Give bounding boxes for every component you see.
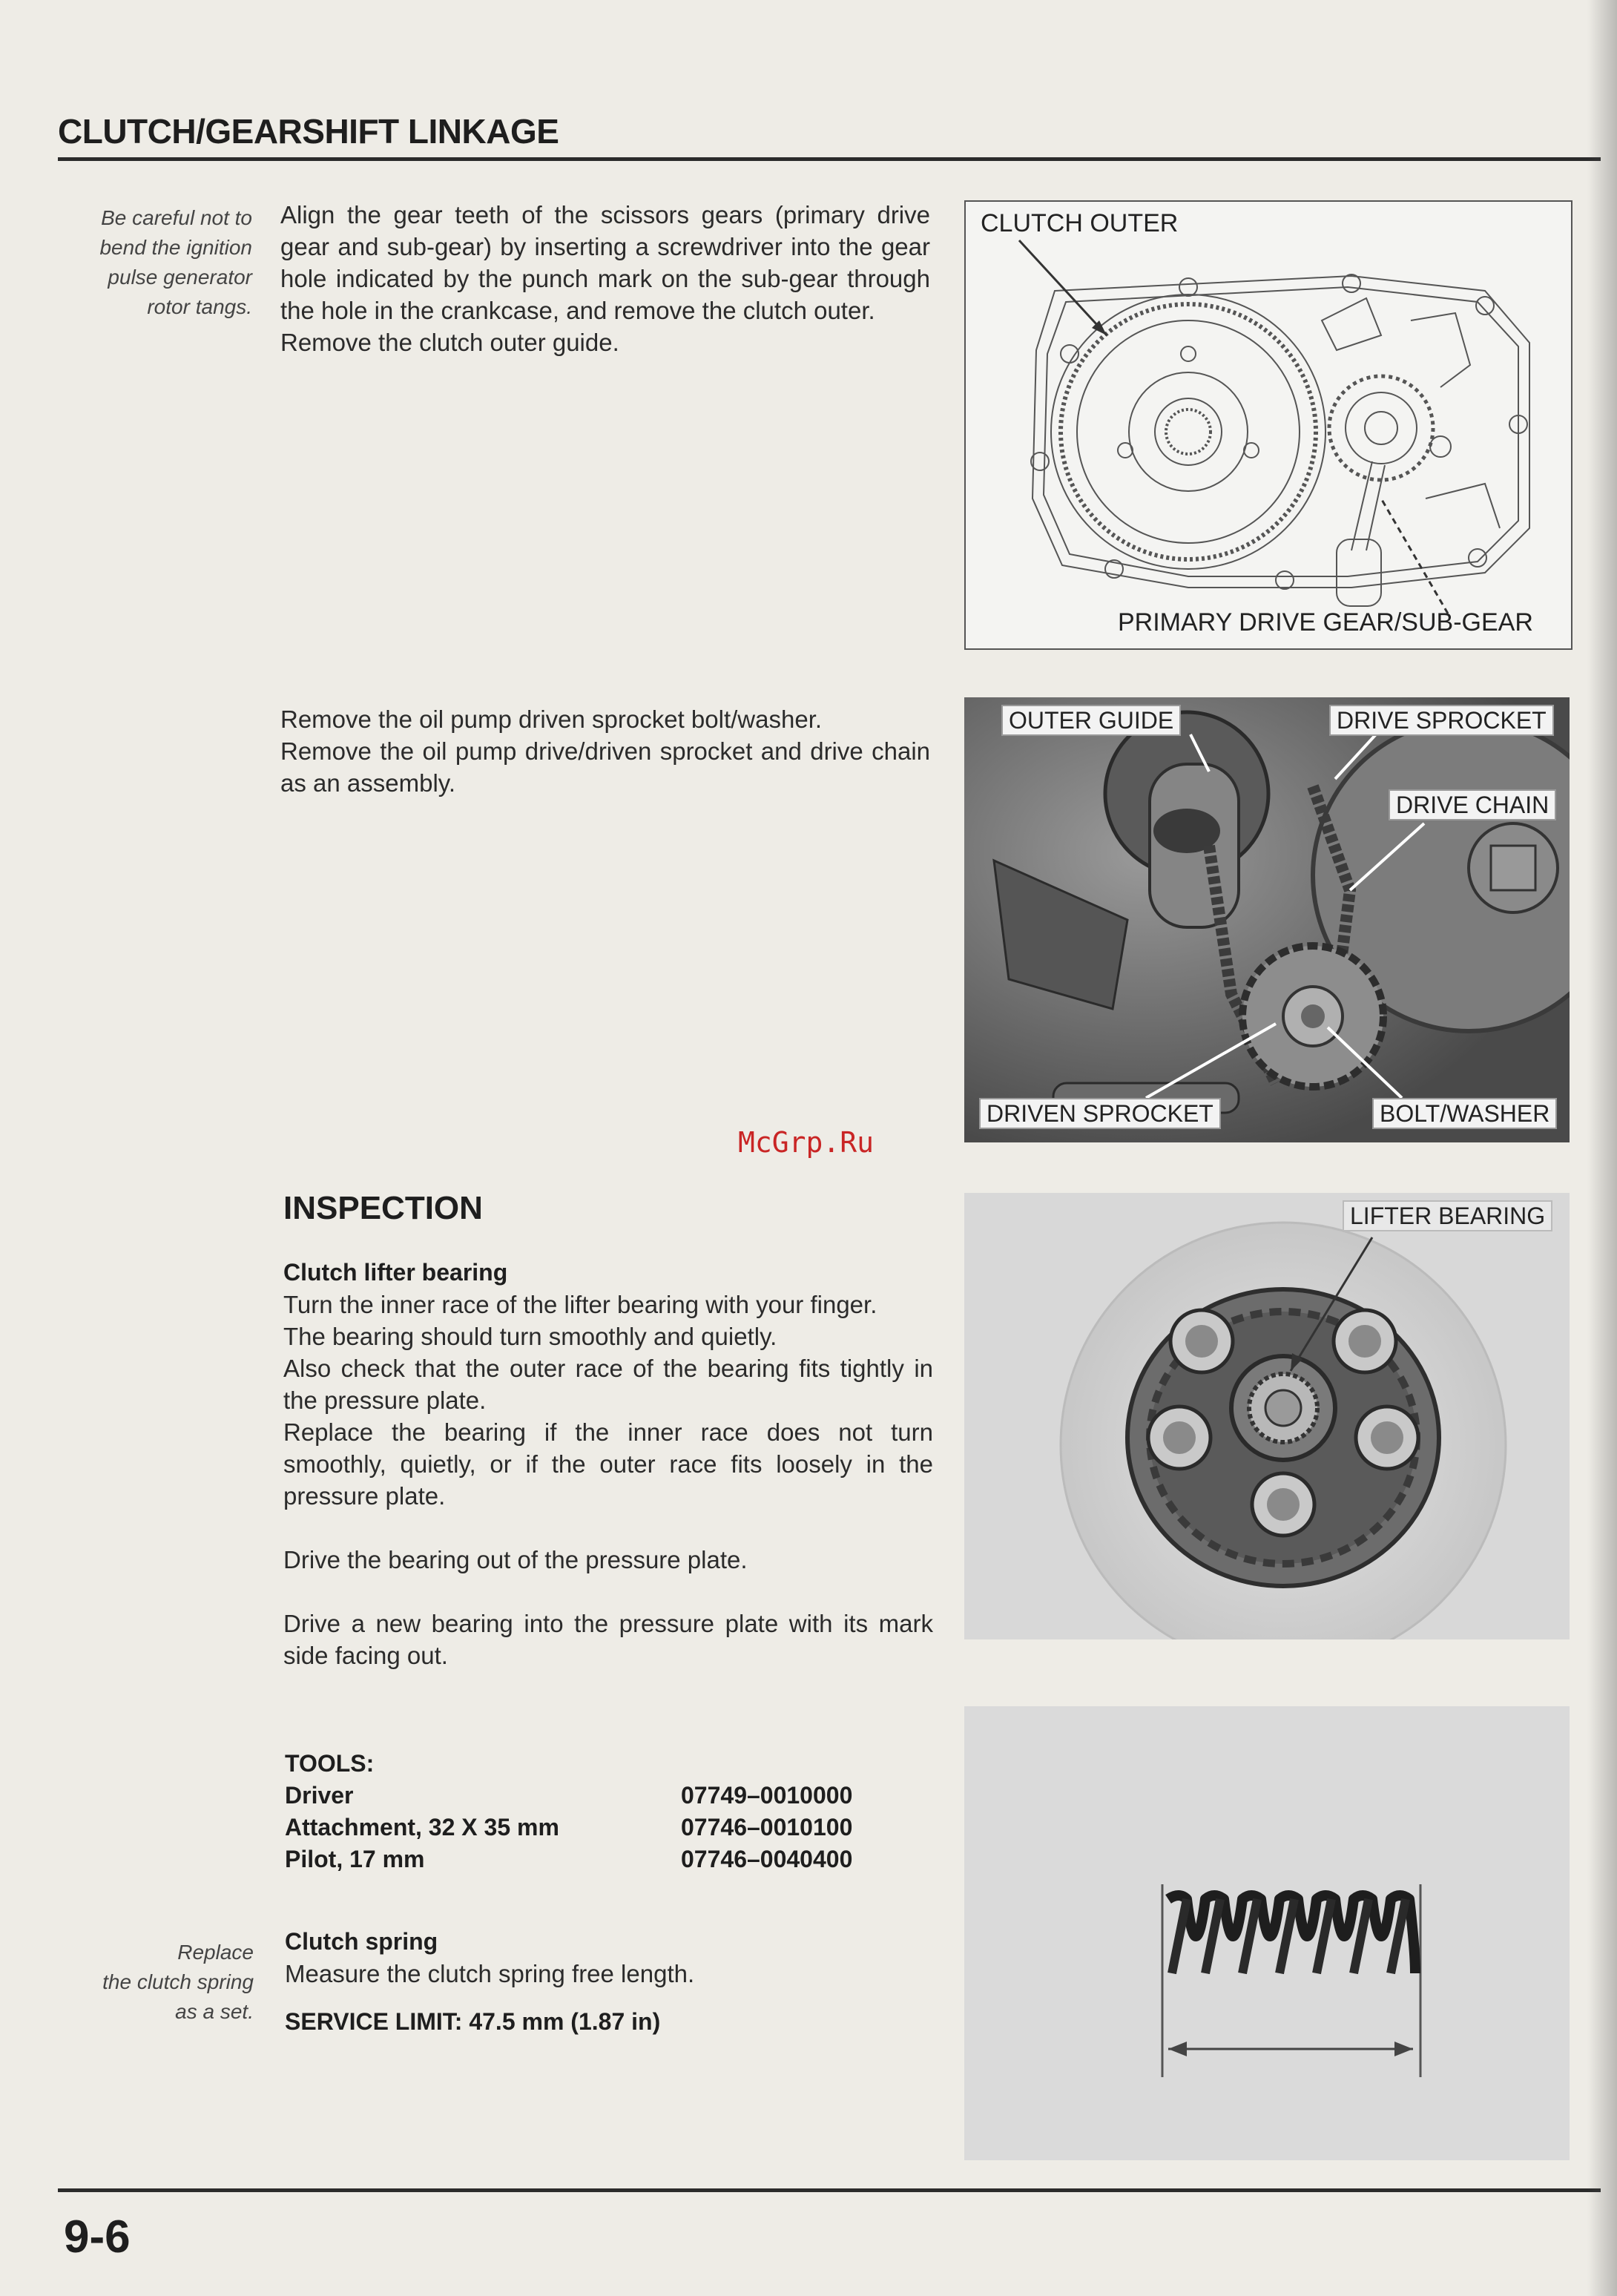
side-note-line: Be careful not to	[101, 206, 252, 229]
tool-number: 07746–0010100	[681, 1814, 853, 1841]
tool-row	[285, 1812, 938, 1843]
side-note-line: as a set.	[175, 2000, 254, 2023]
inspection-heading: INSPECTION	[283, 1190, 483, 1226]
tool-name: Attachment, 32 X 35 mm	[285, 1814, 559, 1841]
oil-pump-photo	[964, 697, 1570, 1142]
bearing-drive-new: Drive a new bearing into the pressure plate with its mark side facing out.	[283, 1610, 933, 1669]
side-note-line: the clutch spring	[102, 1970, 254, 1993]
step1-text	[280, 199, 930, 358]
spring-heading: Clutch spring	[285, 1928, 438, 1955]
tool-number: 07746–0040400	[681, 1846, 853, 1872]
step1-paragraph: Align the gear teeth of the scissors gears (primary drive gear and sub-gear) by inserting a screwdriver into the gear hole indicated by the punch mark on the sub-gear through the hole in the crankcase, and remove the clutch outer.	[280, 201, 930, 324]
step2-line2: Remove the oil pump drive/driven sprocket and drive chain as an assembly.	[280, 737, 930, 797]
side-note-line: rotor tangs.	[147, 295, 252, 318]
step1-line2: Remove the clutch outer guide.	[280, 329, 619, 356]
bearing-line: The bearing should turn smoothly and quietly.	[283, 1323, 777, 1350]
bearing-line: Also check that the outer race of the bearing fits tightly in the pressure plate.	[283, 1355, 933, 1414]
spring-line: Measure the clutch spring free length.	[285, 1960, 695, 1987]
figure-lifter-bearing-photo	[964, 1193, 1570, 1639]
label-outer-guide: OUTER GUIDE	[1001, 705, 1181, 736]
service-limit: SERVICE LIMIT: 47.5 mm (1.87 in)	[285, 2008, 661, 2035]
page-number: 9-6	[64, 2211, 131, 2263]
label-drive-sprocket: DRIVE SPROCKET	[1329, 705, 1554, 736]
figure-clutch-spring-photo	[964, 1706, 1570, 2160]
bearing-heading: Clutch lifter bearing	[283, 1259, 508, 1286]
label-lifter-bearing: LIFTER BEARING	[1343, 1200, 1552, 1231]
tool-row	[285, 1843, 938, 1875]
side-note-spring	[52, 1938, 254, 2027]
bearing-text	[283, 1257, 933, 1671]
lifter-bearing-photo	[964, 1193, 1570, 1639]
tool-number: 07749–0010000	[681, 1782, 853, 1809]
section-title: CLUTCH/GEARSHIFT LINKAGE	[58, 112, 559, 151]
clutch-diagram	[966, 202, 1571, 648]
step2-line1: Remove the oil pump driven sprocket bolt/washer.	[280, 705, 823, 733]
tool-name: Driver	[285, 1782, 354, 1809]
watermark: McGrp.Ru	[738, 1126, 875, 1159]
bearing-line: Turn the inner race of the lifter bearing with your finger.	[283, 1291, 877, 1318]
bearing-line: Replace the bearing if the inner race does not turn smoothly, quietly, or if the outer race fits loosely in the pressure plate.	[283, 1418, 933, 1510]
bearing-drive-out: Drive the bearing out of the pressure plate.	[283, 1546, 748, 1573]
label-driven-sprocket: DRIVEN SPROCKET	[979, 1098, 1221, 1129]
tools-heading: TOOLS:	[285, 1750, 375, 1777]
side-note-line: pulse generator	[108, 266, 252, 289]
side-note-line: Replace	[177, 1941, 254, 1964]
tools-block	[285, 1748, 938, 1875]
side-note-line: bend the ignition	[99, 236, 252, 259]
clutch-spring-photo	[964, 1706, 1570, 2160]
footer-rule	[58, 2188, 1601, 2192]
spring-text	[285, 1926, 935, 2038]
label-drive-chain: DRIVE CHAIN	[1389, 789, 1556, 820]
tool-name: Pilot, 17 mm	[285, 1846, 425, 1872]
figure-oil-pump-photo	[964, 697, 1570, 1142]
page-edge-shadow	[1587, 0, 1617, 2296]
label-bolt-washer: BOLT/WASHER	[1372, 1098, 1557, 1129]
figure-clutch-outer	[964, 200, 1572, 650]
tool-row	[285, 1780, 938, 1812]
side-note-ignition	[52, 203, 252, 322]
step2-text	[280, 703, 930, 799]
label-clutch-outer: CLUTCH OUTER	[981, 209, 1179, 237]
header-rule	[58, 157, 1601, 161]
label-primary-drive-gear: PRIMARY DRIVE GEAR/SUB-GEAR	[1118, 608, 1533, 637]
